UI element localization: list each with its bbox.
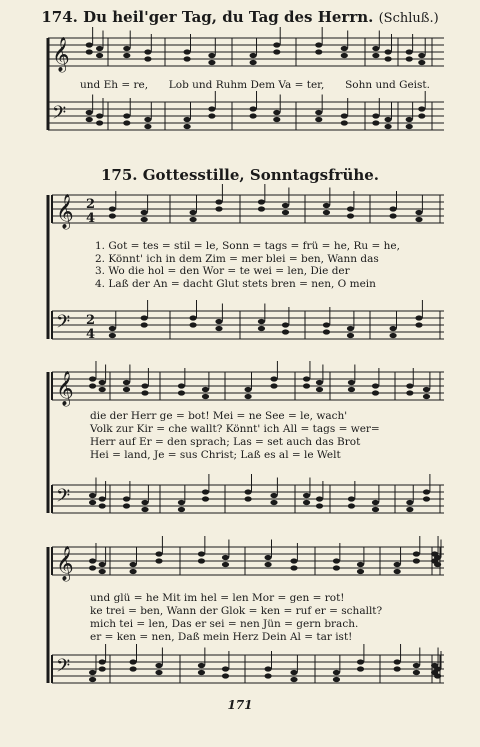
note-head	[390, 206, 397, 211]
note-head	[155, 551, 162, 556]
note-head	[406, 390, 413, 395]
note-head	[390, 333, 397, 338]
note-head	[270, 500, 277, 505]
note-head	[222, 666, 229, 671]
hymn-174-note: (Schluß.)	[378, 11, 439, 26]
note-head	[109, 326, 116, 331]
verse-4-line-1	[95, 278, 430, 290]
note-head	[406, 500, 413, 505]
note-head	[86, 49, 93, 54]
note-head	[316, 496, 323, 501]
verse-1-line-1	[95, 240, 430, 252]
note-head	[215, 319, 222, 324]
verse-4-line-3	[90, 631, 425, 643]
note-head	[290, 565, 297, 570]
note-head	[123, 53, 130, 58]
note-head	[89, 558, 96, 563]
note-head	[130, 666, 137, 671]
note-head	[89, 500, 96, 505]
note-head	[184, 124, 191, 129]
note-head	[347, 213, 354, 218]
lyric-text: mich tei = len, Das er sei = nen Jün = gern brach.	[90, 618, 359, 630]
time-signature-bottom: 4	[86, 211, 96, 226]
time-signature-top: 2	[86, 197, 96, 212]
note-head	[413, 663, 420, 668]
note-head	[406, 49, 413, 54]
note-head	[385, 49, 392, 54]
note-head	[184, 49, 191, 54]
note-head	[390, 213, 397, 218]
note-head	[250, 106, 257, 111]
note-head	[341, 113, 348, 118]
note-head	[413, 551, 420, 556]
treble-clef-icon: 𝄞	[52, 37, 70, 72]
note-head	[109, 206, 116, 211]
note-head	[198, 551, 205, 556]
note-head	[315, 110, 322, 115]
note-head	[423, 496, 430, 501]
lyric-segment: Sohn und Geist.	[345, 79, 430, 91]
note-head	[394, 569, 401, 574]
hymn-175-number: 175.	[100, 166, 138, 184]
note-head	[258, 326, 265, 331]
note-head	[208, 60, 215, 65]
note-head	[341, 46, 348, 51]
note-head	[141, 210, 148, 215]
hymn-174-title: Du heil'ger Tag, du Tag des Herrn.	[83, 8, 374, 26]
note-head	[96, 113, 103, 118]
note-head	[141, 500, 148, 505]
lyric-text: 1. Got = tes = stil = le, Sonn = tags = frü = he, Ru = he,	[95, 240, 400, 252]
time-signature-top: 2	[86, 313, 96, 328]
note-head	[273, 49, 280, 54]
note-head	[215, 199, 222, 204]
note-head	[155, 663, 162, 668]
note-head	[265, 562, 272, 567]
note-head	[130, 569, 137, 574]
note-head	[215, 206, 222, 211]
treble-clef-icon: 𝄞	[56, 546, 74, 581]
hymn-175-header	[0, 166, 480, 184]
time-signature-bottom: 4	[86, 327, 96, 342]
note-head	[357, 666, 364, 671]
note-head	[184, 56, 191, 61]
bass-clef-icon: 𝄢	[56, 656, 71, 681]
bass-clef-icon: 𝄢	[52, 103, 67, 128]
note-head	[348, 387, 355, 392]
note-head	[423, 387, 430, 392]
verse-3-line-1	[95, 265, 430, 277]
note-head	[348, 380, 355, 385]
note-head	[190, 322, 197, 327]
note-head	[372, 120, 379, 125]
note-head	[415, 210, 422, 215]
note-head	[323, 210, 330, 215]
note-head	[130, 659, 137, 664]
note-head	[357, 562, 364, 567]
note-head	[198, 670, 205, 675]
note-head	[99, 503, 106, 508]
note-head	[372, 390, 379, 395]
verse-3-line-3	[90, 618, 425, 630]
note-head	[123, 387, 130, 392]
note-head	[434, 666, 441, 671]
note-head	[215, 326, 222, 331]
note-head	[89, 383, 96, 388]
note-head	[347, 326, 354, 331]
note-head	[372, 507, 379, 512]
note-head	[333, 670, 340, 675]
note-head	[208, 113, 215, 118]
note-head	[406, 507, 413, 512]
note-head	[413, 670, 420, 675]
note-head	[372, 113, 379, 118]
note-head	[303, 376, 310, 381]
note-head	[385, 124, 392, 129]
note-head	[155, 670, 162, 675]
note-head	[184, 117, 191, 122]
note-head	[123, 380, 130, 385]
lyric-text: Herr auf Er = den sprach; Las = set auch das Brot	[90, 436, 361, 448]
note-head	[99, 569, 106, 574]
verse-4-line-2	[90, 449, 425, 461]
note-head	[303, 493, 310, 498]
note-head	[99, 496, 106, 501]
note-head	[250, 113, 257, 118]
note-head	[222, 555, 229, 560]
note-head	[202, 394, 209, 399]
note-head	[202, 496, 209, 501]
note-head	[415, 322, 422, 327]
note-head	[89, 565, 96, 570]
treble-clef-icon: 𝄞	[56, 194, 74, 229]
note-head	[99, 659, 106, 664]
note-head	[316, 503, 323, 508]
note-head	[265, 555, 272, 560]
verse-1-line-2	[90, 410, 425, 422]
note-head	[109, 213, 116, 218]
note-head	[270, 493, 277, 498]
bass-clef-icon: 𝄢	[56, 486, 71, 511]
lyric-text: Volk zur Kir = che wallt? Könnt' ich All = tags = wer=	[90, 423, 380, 435]
note-head	[406, 124, 413, 129]
note-head	[282, 210, 289, 215]
note-head	[86, 42, 93, 47]
note-head	[418, 53, 425, 58]
note-head	[394, 562, 401, 567]
note-head	[316, 387, 323, 392]
note-head	[222, 562, 229, 567]
note-head	[282, 203, 289, 208]
note-head	[282, 329, 289, 334]
note-head	[394, 659, 401, 664]
note-head	[258, 199, 265, 204]
note-head	[109, 333, 116, 338]
note-head	[96, 120, 103, 125]
note-head	[96, 53, 103, 58]
bass-clef-icon: 𝄢	[56, 312, 71, 337]
verse-2-line-3	[90, 605, 425, 617]
note-head	[89, 677, 96, 682]
note-head	[315, 117, 322, 122]
note-head	[316, 380, 323, 385]
lyric-segment: Lob und Ruhm Dem Va = ter,	[168, 79, 325, 91]
note-head	[258, 206, 265, 211]
note-head	[265, 666, 272, 671]
note-head	[434, 673, 441, 678]
note-head	[323, 329, 330, 334]
note-head	[270, 376, 277, 381]
note-head	[245, 387, 252, 392]
note-head	[423, 489, 430, 494]
lyric-text: und glü = he Mit im hel = len Mor = gen = rot!	[90, 592, 345, 604]
hymn-174-lyric-line	[80, 79, 430, 91]
note-head	[178, 507, 185, 512]
treble-clef-icon: 𝄞	[56, 371, 74, 406]
note-head	[418, 60, 425, 65]
note-head	[406, 383, 413, 388]
hymn-174-header	[0, 8, 480, 26]
note-head	[141, 315, 148, 320]
note-head	[208, 53, 215, 58]
note-head	[178, 390, 185, 395]
note-head	[123, 120, 130, 125]
note-head	[89, 493, 96, 498]
note-head	[250, 60, 257, 65]
note-head	[99, 562, 106, 567]
hymn-175-title: Gottesstille, Sonntagsfrühe.	[142, 166, 380, 184]
note-head	[123, 496, 130, 501]
note-head	[372, 53, 379, 58]
verse-3-line-2	[90, 436, 425, 448]
note-head	[341, 120, 348, 125]
note-head	[141, 383, 148, 388]
note-head	[315, 49, 322, 54]
note-head	[96, 46, 103, 51]
note-head	[141, 322, 148, 327]
note-head	[282, 322, 289, 327]
note-head	[86, 117, 93, 122]
note-head	[245, 394, 252, 399]
note-head	[290, 558, 297, 563]
note-head	[144, 56, 151, 61]
verse-2-line-1	[95, 253, 430, 265]
note-head	[123, 503, 130, 508]
note-head	[273, 110, 280, 115]
note-head	[265, 673, 272, 678]
note-head	[141, 217, 148, 222]
note-head	[323, 203, 330, 208]
note-head	[99, 387, 106, 392]
note-head	[372, 383, 379, 388]
verse-1-line-3	[90, 592, 425, 604]
note-head	[86, 110, 93, 115]
note-head	[434, 562, 441, 567]
note-head	[347, 206, 354, 211]
note-head	[99, 380, 106, 385]
lyric-text: ke trei = ben, Wann der Glok = ken = ruf er = schallt?	[90, 605, 383, 617]
note-head	[357, 569, 364, 574]
note-head	[303, 500, 310, 505]
note-head	[144, 124, 151, 129]
note-head	[130, 562, 137, 567]
note-head	[333, 565, 340, 570]
note-head	[315, 42, 322, 47]
note-head	[323, 322, 330, 327]
lyric-text: 2. Könnt' ich in dem Zim = mer blei = ben, Wann das	[95, 253, 379, 265]
lyric-text: die der Herr ge = bot! Mei = ne See = le, wach'	[90, 410, 348, 422]
note-head	[144, 49, 151, 54]
note-head	[434, 555, 441, 560]
note-head	[418, 113, 425, 118]
lyric-text: er = ken = nen, Daß mein Herz Dein Al = tar ist!	[90, 631, 353, 643]
note-head	[198, 663, 205, 668]
note-head	[208, 106, 215, 111]
note-head	[178, 383, 185, 388]
note-head	[190, 315, 197, 320]
note-head	[423, 394, 430, 399]
note-head	[415, 217, 422, 222]
page-number: 171	[227, 698, 253, 712]
note-head	[385, 56, 392, 61]
note-head	[290, 677, 297, 682]
note-head	[372, 500, 379, 505]
note-head	[190, 217, 197, 222]
note-head	[415, 315, 422, 320]
note-head	[390, 326, 397, 331]
note-head	[144, 117, 151, 122]
note-head	[333, 677, 340, 682]
note-head	[123, 46, 130, 51]
note-head	[250, 53, 257, 58]
note-head	[123, 113, 130, 118]
note-head	[333, 558, 340, 563]
note-head	[273, 42, 280, 47]
lyric-text: 4. Laß der An = dacht Glut stets bren = nen, O mein	[95, 278, 376, 290]
lyric-text: Hei = land, Je = sus Christ; Laß es al = le Welt	[90, 449, 341, 461]
note-head	[141, 507, 148, 512]
verse-2-line-2	[90, 423, 425, 435]
note-head	[245, 489, 252, 494]
note-head	[270, 383, 277, 388]
note-head	[202, 387, 209, 392]
note-head	[141, 390, 148, 395]
note-head	[89, 376, 96, 381]
note-head	[394, 666, 401, 671]
note-head	[347, 333, 354, 338]
note-head	[303, 383, 310, 388]
note-head	[372, 46, 379, 51]
note-head	[348, 503, 355, 508]
note-head	[190, 210, 197, 215]
note-head	[222, 673, 229, 678]
note-head	[155, 558, 162, 563]
lyric-text: 3. Wo die hol = den Wor = te wei = len, Die der	[95, 265, 350, 277]
note-head	[357, 659, 364, 664]
note-head	[290, 670, 297, 675]
note-head	[418, 106, 425, 111]
note-head	[341, 53, 348, 58]
note-head	[245, 496, 252, 501]
note-head	[406, 56, 413, 61]
note-head	[273, 117, 280, 122]
note-head	[385, 117, 392, 122]
note-head	[348, 496, 355, 501]
note-head	[99, 666, 106, 671]
hymn-174-number: 174.	[41, 8, 78, 26]
lyric-segment: und Eh = re,	[80, 79, 149, 91]
note-head	[406, 117, 413, 122]
note-head	[413, 558, 420, 563]
note-head	[178, 500, 185, 505]
note-head	[198, 558, 205, 563]
note-head	[202, 489, 209, 494]
note-head	[89, 670, 96, 675]
note-head	[258, 319, 265, 324]
